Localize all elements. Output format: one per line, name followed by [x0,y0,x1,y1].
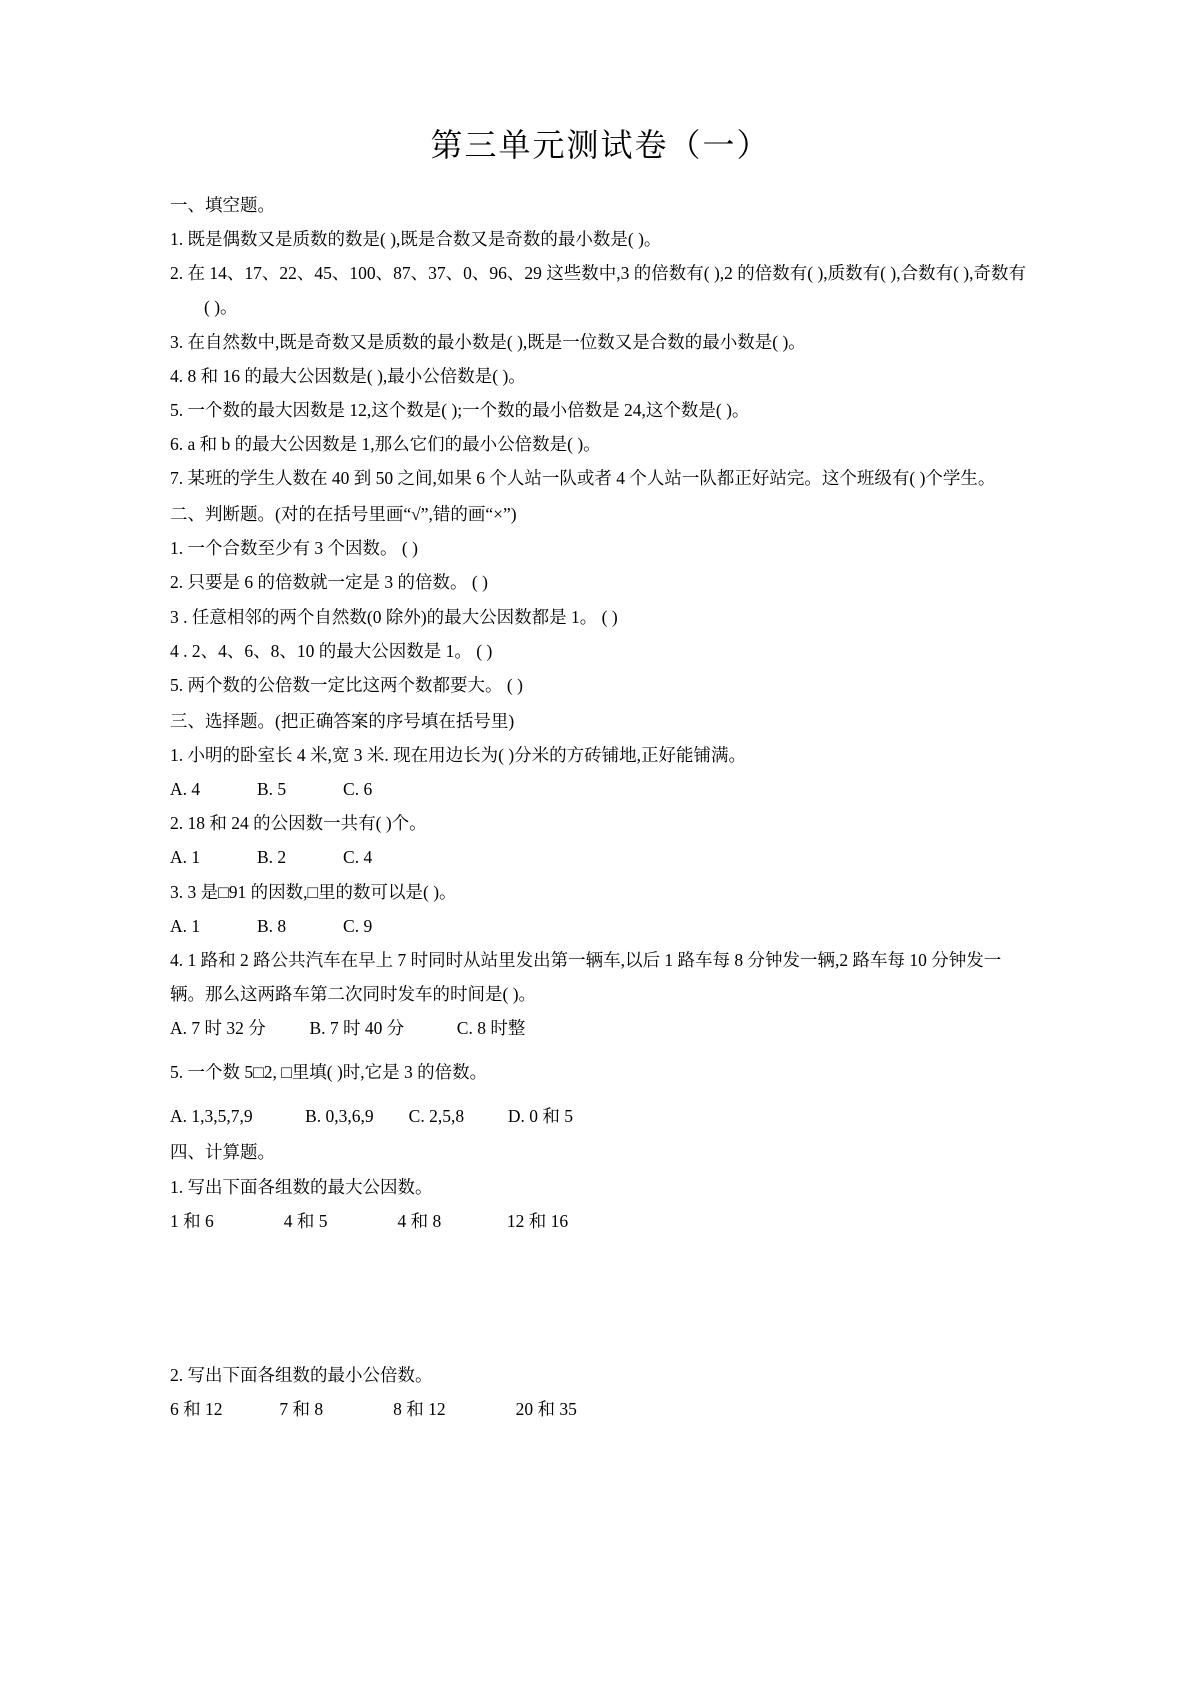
question-4-2-numbers: 6 和 12 7 和 8 8 和 12 20 和 35 [170,1398,577,1419]
question-2-5: 5. 两个数的公倍数一定比这两个数都要大。 ( ) [170,674,523,695]
section-heading-true-false: 二、判断题。(对的在括号里画“√”,错的画“×”) [170,504,517,525]
spacer [170,1089,1031,1099]
question-3-3: 3. 3 是□91 的因数,□里的数可以是( )。 [170,881,457,902]
question-2-4: 4 . 2、4、6、8、10 的最大公因数是 1。 ( ) [170,640,493,661]
question-1-1: 1. 既是偶数又是质数的数是( ),既是合数又是奇数的最小数是( )。 [170,229,662,250]
question-1-5: 5. 一个数的最大因数是 12,这个数是( );一个数的最小倍数是 24,这个数是( )。 [170,399,750,420]
question-3-5: 5. 一个数 5□2, □里填( )时,它是 3 的倍数。 [170,1062,488,1083]
question-3-1-options: A. 4 B. 5 C. 6 [170,779,373,800]
question-1-6: 6. a 和 b 的最大公因数是 1,那么它们的最小公倍数是( )。 [170,433,601,454]
question-1-3: 3. 在自然数中,既是奇数又是质数的最小数是( ),既是一位数又是合数的最小数是( )。 [170,331,806,352]
page-title: 第三单元测试卷（一） [430,126,771,164]
question-3-4: 4. 1 路和 2 路公共汽车在早上 7 时同时从站里发出第一辆车,以后 1 路车每 8 分钟发一辆,2 路车每 10 分钟发一辆。那么这两路车第二次同时发车的时间是( )。 [170,949,1002,1004]
question-3-1: 1. 小明的卧室长 4 米,宽 3 米. 现在用边长为( )分米的方砖铺地,正好能铺满。 [170,745,747,765]
question-3-2: 2. 18 和 24 的公因数一共有( )个。 [170,813,427,834]
question-3-2-options: A. 1 B. 2 C. 4 [170,847,373,868]
answer-space [170,1238,1031,1358]
question-4-2: 2. 写出下面各组数的最小公倍数。 [170,1364,433,1385]
section-heading-multiple-choice: 三、选择题。(把正确答案的序号填在括号里) [170,710,515,731]
question-4-1-numbers: 1 和 6 4 和 5 4 和 8 12 和 16 [170,1210,569,1231]
section-heading-computation: 四、计算题。 [170,1142,275,1163]
question-4-1: 1. 写出下面各组数的最大公因数。 [170,1176,433,1197]
question-2-3: 3 . 任意相邻的两个自然数(0 除外)的最大公因数都是 1。 ( ) [170,606,618,627]
question-3-3-options: A. 1 B. 8 C. 9 [170,915,373,936]
question-1-4: 4. 8 和 16 的最大公因数是( ),最小公倍数是( )。 [170,365,526,386]
question-3-5-options: A. 1,3,5,7,9 B. 0,3,6,9 C. 2,5,8 D. 0 和 5 [170,1106,573,1127]
question-3-4-options: A. 7 时 32 分 B. 7 时 40 分 C. 8 时整 [170,1018,526,1038]
section-heading-fill-blank: 一、填空题。 [170,195,275,215]
spacer [170,1045,1031,1055]
question-2-1: 1. 一个合数至少有 3 个因数。 ( ) [170,538,418,559]
question-1-2: 2. 在 14、17、22、45、100、87、37、0、96、29 这些数中,3 的倍数有( ),2 的倍数有( ),质数有( ),合数有( ),奇数有( )。 [170,263,1026,318]
question-1-7: 7. 某班的学生人数在 40 到 50 之间,如果 6 个人站一队或者 4 个人站一队都正好站完。这个班级有( )个学生。 [170,468,996,488]
question-2-2: 2. 只要是 6 的倍数就一定是 3 的倍数。 ( ) [170,572,488,593]
